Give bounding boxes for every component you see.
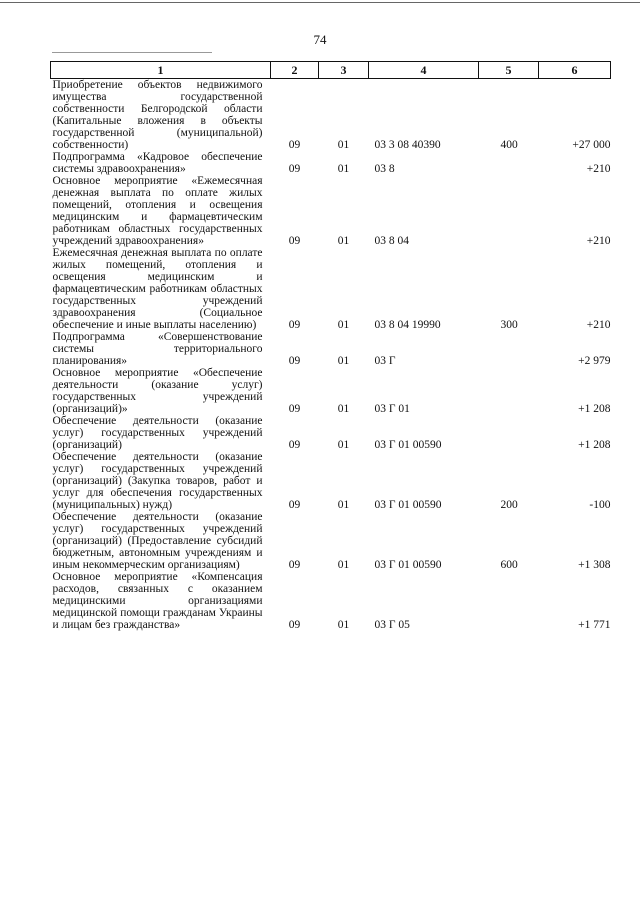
row-target-code: 03 Г 01 bbox=[374, 403, 410, 415]
col-header-4: 4 bbox=[369, 62, 479, 79]
row-subsection: 01 bbox=[337, 499, 350, 511]
table-row bbox=[51, 511, 611, 571]
table-row bbox=[51, 331, 611, 367]
row-description: Ежемесячная денежная выплата по оплате жилых помещений, отопления и освещения медицинским и фармацевтическим работникам областных государственных учреждений здравоохранения (Социальное обеспечение и иные выплаты населению) bbox=[52, 247, 263, 331]
table-row bbox=[51, 415, 611, 451]
row-amount: +1 208 bbox=[578, 439, 611, 451]
row-expense-type: 300 bbox=[500, 319, 518, 331]
row-target-code: 03 Г 01 00590 bbox=[374, 559, 442, 571]
row-subsection: 01 bbox=[337, 235, 350, 247]
col-header-6: 6 bbox=[539, 62, 611, 79]
table-row bbox=[51, 175, 611, 247]
row-expense-type: 600 bbox=[500, 559, 518, 571]
row-expense-type bbox=[479, 367, 539, 415]
row-description: Основное мероприятие «Обеспечение деятельности (оказание услуг) государственных учреждений (организаций)» bbox=[52, 367, 263, 415]
budget-table-container bbox=[50, 61, 610, 631]
row-target-code: 03 Г bbox=[374, 355, 396, 367]
row-section: 09 bbox=[288, 439, 301, 451]
row-amount: +27 000 bbox=[572, 139, 611, 151]
row-expense-type: 200 bbox=[500, 499, 518, 511]
row-target-code: 03 8 bbox=[374, 163, 395, 175]
row-target-code: 03 Г 01 00590 bbox=[374, 499, 442, 511]
row-amount: -100 bbox=[589, 499, 611, 511]
row-target-code: 03 Г 05 bbox=[374, 619, 410, 631]
row-amount: +1 771 bbox=[578, 619, 611, 631]
row-expense-type bbox=[479, 151, 539, 175]
top-border-line bbox=[0, 2, 640, 3]
page-number: 74 bbox=[313, 32, 327, 47]
row-subsection: 01 bbox=[337, 355, 350, 367]
budget-table bbox=[50, 61, 611, 631]
row-subsection: 01 bbox=[337, 559, 350, 571]
row-amount: +2 979 bbox=[578, 355, 611, 367]
row-description: Подпрограмма «Совершенствование системы территориального планирования» bbox=[52, 331, 263, 367]
row-expense-type bbox=[479, 175, 539, 247]
row-section: 09 bbox=[288, 619, 301, 631]
row-target-code: 03 8 04 bbox=[374, 235, 409, 247]
table-row bbox=[51, 151, 611, 175]
row-target-code: 03 8 04 19990 bbox=[374, 319, 441, 331]
row-expense-type bbox=[479, 571, 539, 631]
row-description: Основное мероприятие «Компенсация расходов, связанных с оказанием медицинскими организациями медицинской помощи гражданам Украины и лицам без гражданства» bbox=[52, 571, 263, 631]
row-amount: +210 bbox=[586, 235, 611, 247]
row-target-code: 03 3 08 40390 bbox=[374, 139, 441, 151]
row-section: 09 bbox=[288, 235, 301, 247]
row-expense-type bbox=[479, 331, 539, 367]
row-amount: +1 308 bbox=[578, 559, 611, 571]
row-expense-type: 400 bbox=[500, 139, 518, 151]
row-section: 09 bbox=[288, 319, 301, 331]
table-row bbox=[51, 79, 611, 152]
row-subsection: 01 bbox=[337, 163, 350, 175]
scan-artifact-line bbox=[52, 52, 212, 53]
table-header-row bbox=[51, 62, 611, 79]
table-row bbox=[51, 451, 611, 511]
row-subsection: 01 bbox=[337, 439, 350, 451]
row-amount: +210 bbox=[586, 163, 611, 175]
row-section: 09 bbox=[288, 403, 301, 415]
row-target-code: 03 Г 01 00590 bbox=[374, 439, 442, 451]
row-description: Обеспечение деятельности (оказание услуг) государственных учреждений (организаций) (Закупка товаров, работ и услуг для обеспечения государственных (муниципальных) нужд) bbox=[52, 451, 263, 511]
row-description: Обеспечение деятельности (оказание услуг) государственных учреждений (организаций) bbox=[52, 415, 263, 451]
row-section: 09 bbox=[288, 499, 301, 511]
row-expense-type bbox=[479, 415, 539, 451]
col-header-3: 3 bbox=[319, 62, 369, 79]
row-subsection: 01 bbox=[337, 319, 350, 331]
row-description: Основное мероприятие «Ежемесячная денежная выплата по оплате жилых помещений, отопления и освещения медицинским и фармацевтическим работникам областных государственных учреждений здравоохранения» bbox=[52, 175, 263, 247]
row-description: Подпрограмма «Кадровое обеспечение системы здравоохранения» bbox=[52, 151, 263, 175]
col-header-2: 2 bbox=[271, 62, 319, 79]
table-row bbox=[51, 367, 611, 415]
table-row bbox=[51, 247, 611, 331]
row-amount: +210 bbox=[586, 319, 611, 331]
row-description: Приобретение объектов недвижимого имущества государственной собственности Белгородской области (Капитальные вложения в объекты государственной (муниципальной) собственности) bbox=[52, 79, 263, 151]
row-amount: +1 208 bbox=[578, 403, 611, 415]
row-section: 09 bbox=[288, 139, 301, 151]
row-section: 09 bbox=[288, 163, 301, 175]
table-row bbox=[51, 571, 611, 631]
col-header-1: 1 bbox=[51, 62, 271, 79]
row-subsection: 01 bbox=[337, 619, 350, 631]
row-description: Обеспечение деятельности (оказание услуг) государственных учреждений (организаций) (Предоставление субсидий бюджетным, автономным учреждениям и иным некоммерческим организациям) bbox=[52, 511, 263, 571]
row-section: 09 bbox=[288, 559, 301, 571]
row-subsection: 01 bbox=[337, 403, 350, 415]
col-header-5: 5 bbox=[479, 62, 539, 79]
row-subsection: 01 bbox=[337, 139, 350, 151]
row-section: 09 bbox=[288, 355, 301, 367]
